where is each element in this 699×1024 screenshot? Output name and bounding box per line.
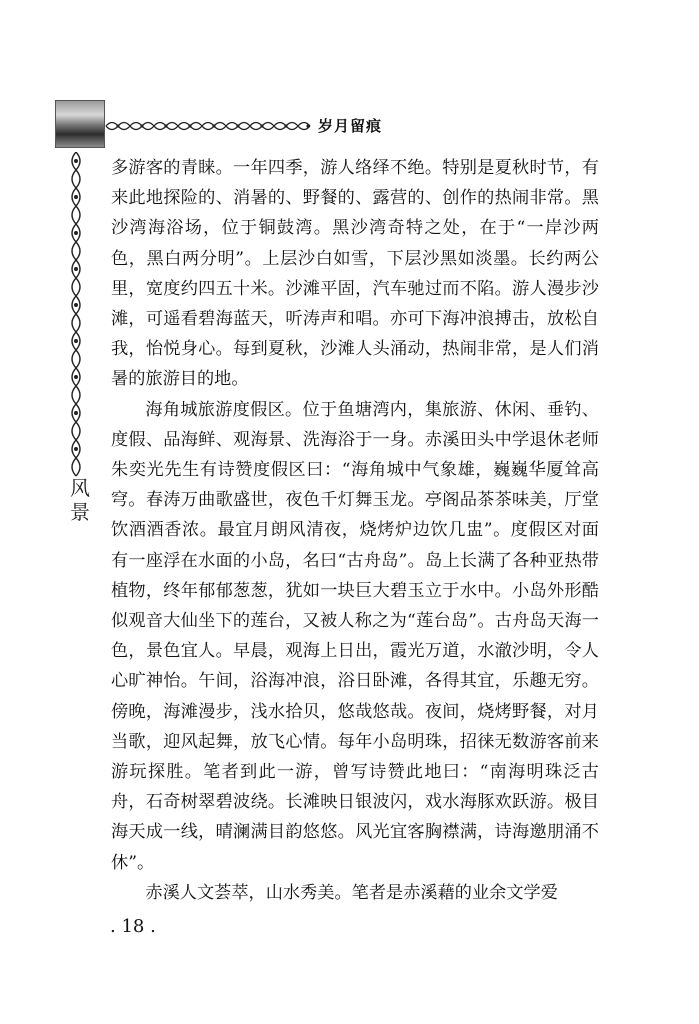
- paragraph-2: 海角城旅游度假区。位于鱼塘湾内，集旅游、休闲、垂钓、度假、品海鲜、观海景、洗海浴于一身。赤溪田头中学退休老师朱奕光先生有诗赞度假区曰：“海角城中气象雄，巍巍华厦耸高穹。春涛万曲歌盛世，夜色千灯舞玉龙。亭阁品茶茶味美，厅堂饮酒酒香浓。最宜月朗风清夜，烧烤炉边饮几盅”。度假区对面有一座浮在水面的小岛，名曰“古舟岛”。岛上长满了各种亚热带植物，终年郁郁葱葱，犹如一块巨大碧玉立于水中。小岛外形酷似观音大仙坐下的莲台，又被人称之为“莲台岛”。古舟岛天海一色，景色宜人。早晨，观海上日出，霞光万道，水澈沙明，令人心旷神怡。午间，浴海冲浪，浴日卧滩，各得其宜，乐趣无穷。傍晚，海滩漫步，浅水拾贝，悠哉悠哉。夜间，烧烤野餐，对月当歌，迎风起舞，放飞心情。每年小岛明珠，招徕无数游客前来游玩探胜。笔者到此一游，曾写诗赞此地曰：“南海明珠泛古舟，石奇树翠碧波绕。长滩映日银波闪，戏水海豚欢跃游。极目海天成一线，晴澜满目韵悠悠。风光宜客胸襟满，诗海邀朋涌不休”。: [111, 399, 599, 873]
- section-title: 岁月留痕: [318, 117, 383, 135]
- paragraph-1: 多游客的青睐。一年四季，游人络绎不绝。特别是夏秋时节，有来此地探险的、消暑的、野餐的、露营的、创作的热闹非常。黑沙湾海浴场，位于铜鼓湾。黑沙湾奇特之处，在于“一岸沙两色，黑白两分明”。上层沙白如雪，下层沙黑如淡墨。长约两公里，宽度约四五十米。沙滩平固，汽车驰过而不陷。游人漫步沙滩，可遥看碧海蓝天，听涛声和唱。亦可下海冲浪搏击，放松自我，怡悦身心。每到夏秋，沙滩人头涌动，热闹非常，是人们消暑的旅游目的地。: [111, 158, 599, 390]
- landscape-photo-icon: [55, 100, 105, 148]
- body-text: [111, 153, 599, 908]
- ornamental-rule: [104, 120, 314, 132]
- ornamental-side-border: [66, 152, 86, 477]
- chapter-side-label: 风景: [70, 476, 90, 524]
- page-number: . 18 .: [110, 916, 156, 937]
- paragraph-3: 赤溪人文荟萃，山水秀美。笔者是赤溪藉的业余文学爱: [145, 882, 558, 903]
